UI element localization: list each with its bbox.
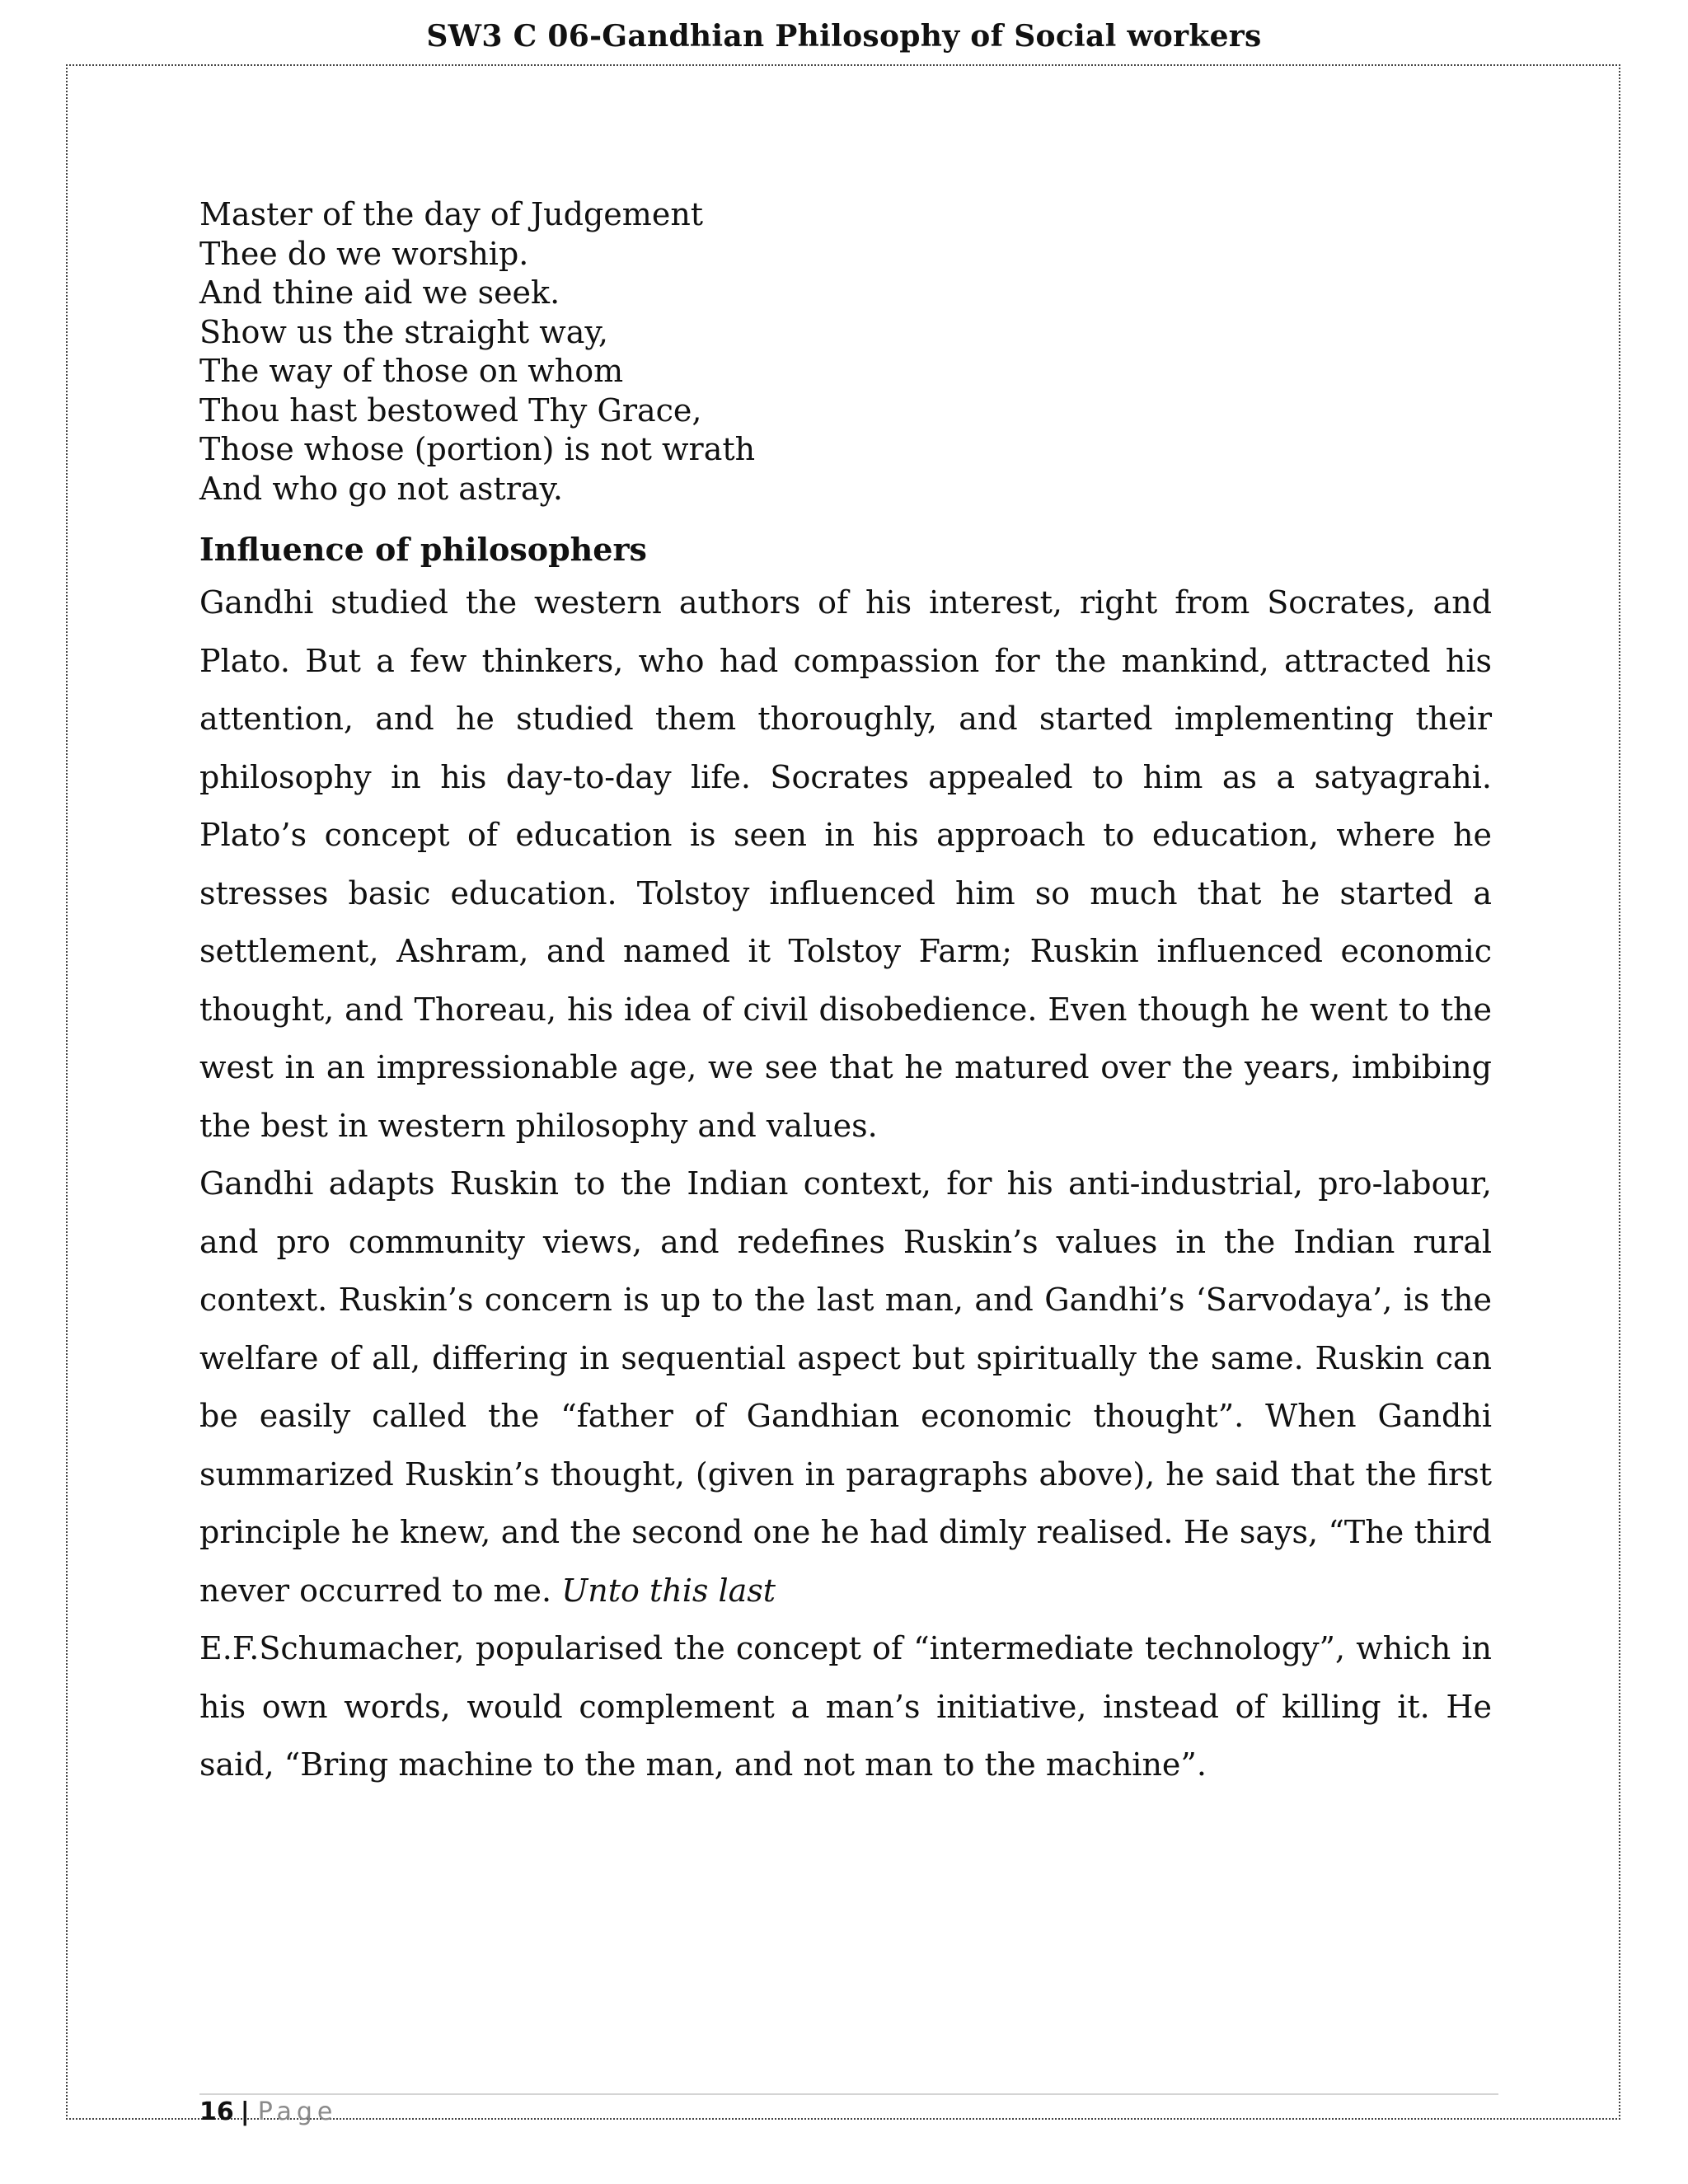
page-footer <box>199 2096 337 2129</box>
page-label: Page <box>257 2097 338 2126</box>
section-heading: Influence of philosophers <box>199 531 647 568</box>
paragraph-ruskin-text: Gandhi adapts Ruskin to the Indian context, for his anti-industrial, pro-labour, and pro community views, and redefines Ruskin’s values in the Indian rural context. Ruskin’s concern is up to the last man, and Gandhi’s ‘Sarvodaya’, is the welfare of all, differing in sequential aspect but spiritually the same. Ruskin can be easily called the “father of Gandhian economic thought”. When Gandhi summarized Ruskin’s thought, (given in paragraphs above), he said that the first principle he knew, and the second one he had dimly realised. He says, “The third never occurred to me. <box>199 1165 1492 1609</box>
page-header-title: SW3 C 06-Gandhian Philosophy of Social workers <box>426 19 1262 54</box>
verse-line: And who go not astray. <box>199 470 564 507</box>
verse-line: Those whose (portion) is not wrath <box>199 431 756 467</box>
paragraph-ruskin <box>199 1155 1492 1619</box>
book-title-italic: Unto this last <box>561 1572 776 1609</box>
page-number: 16 <box>199 2097 234 2126</box>
verse-line: Master of the day of Judgement <box>199 196 704 232</box>
paragraph-philosophers: Gandhi studied the western authors of his interest, right from Socrates, and Plato. But a few thinkers, who had compassion for the mankind, attracted his attention, and he studied them thoroughly, and started implementing their philosophy in his day-to-day life. Socrates appealed to him as a satyagrahi. Plato’s concept of education is seen in his approach to education, where he stresses basic education. Tolstoy influenced him so much that he started a settlement, Ashram, and named it Tolstoy Farm; Ruskin influenced economic thought, and Thoreau, his idea of civil disobedience. Even though he went to the west in an impressionable age, we see that he matured over the years, imbibing the best in western philosophy and values. <box>199 584 1492 1144</box>
page-separator: | <box>240 2097 250 2126</box>
paragraph-schumacher: E.F.Schumacher, popularised the concept of “intermediate technology”, which in his own words, would complement a man’s initiative, instead of killing it. He said, “Bring machine to the man, and not man to the machine”. <box>199 1630 1492 1783</box>
footer-divider <box>199 2093 1498 2095</box>
verse-line: Show us the straight way, <box>199 313 608 350</box>
verse-line: And thine aid we seek. <box>199 274 560 311</box>
verse-line: Thou hast bestowed Thy Grace, <box>199 391 702 429</box>
verse-line: The way of those on whom <box>199 353 624 389</box>
page-content <box>199 195 1492 1794</box>
verse-line: Thee do we worship. <box>199 235 529 272</box>
verse-block <box>199 195 1492 509</box>
